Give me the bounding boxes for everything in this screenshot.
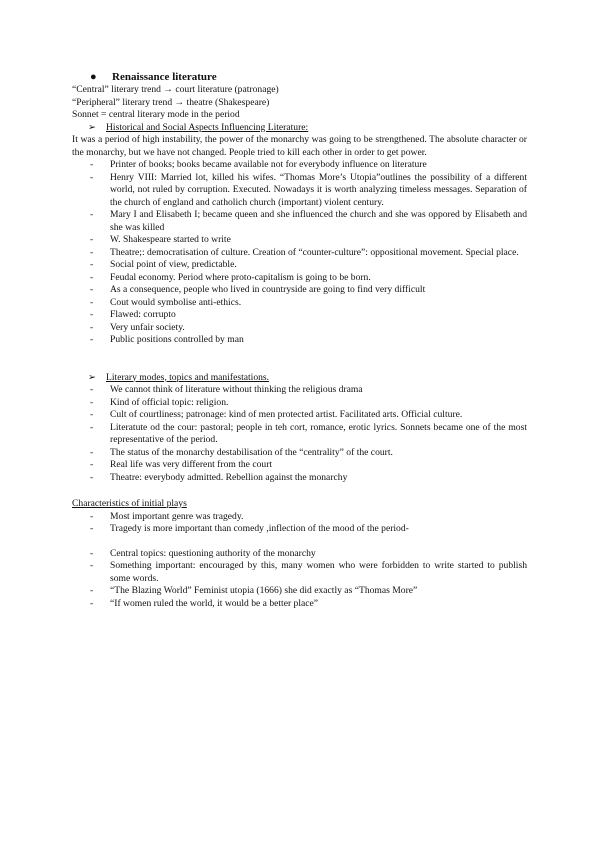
section-heading-text: Literary modes, topics and manifestations. xyxy=(106,371,270,383)
dash-icon: - xyxy=(90,384,94,395)
list-item: - “The Blazing World” Feminist utopia (1666) she did exactly as “Thomas More” xyxy=(90,585,418,596)
section-heading-literary-modes xyxy=(88,372,527,385)
section-heading-initial-plays: Characteristics of initial plays xyxy=(72,498,187,509)
list-item: - Something important: encouraged by this, many women who were forbidden to write started to publish some words. xyxy=(90,560,527,584)
dash-icon: - xyxy=(90,209,94,220)
dash-icon: - xyxy=(90,246,94,258)
list-item: - Real life was very different from the court xyxy=(90,459,273,470)
list-item: - Cult of courtliness; patronage: kind of men protected artist. Facilitated arts. Official culture. xyxy=(90,409,463,420)
list-item: - Kind of official topic: religion. xyxy=(90,396,229,408)
spacer xyxy=(72,347,527,372)
dash-icon: - xyxy=(90,560,94,571)
dash-icon: - xyxy=(90,334,94,345)
intro-line: “Central” literary trend → court literature (patronage) xyxy=(72,84,279,95)
dash-icon: - xyxy=(90,259,94,270)
section-paragraph: It was a period of high instability, the power of the monarchy was going to be strengthened. The absolute character or the monarchy, but we have not changed. People tried to kill each other in order to get power. xyxy=(72,134,527,158)
list-item: - Tragedy is more important than comedy ,inflection of the mood of the period- xyxy=(90,523,409,534)
initial-plays-list-a xyxy=(72,511,527,536)
dash-icon: - xyxy=(90,421,94,433)
list-item: - Very unfair society. xyxy=(90,321,185,333)
dash-icon: - xyxy=(90,309,94,320)
list-item: - Literatute od the cour: pastoral; people in teh cort, romance, erotic lyrics. Sonnets became one of the most representative of the period. xyxy=(90,421,527,445)
dash-icon: - xyxy=(90,321,94,333)
list-item: - Theatre;: democratisation of culture. Creation of “counter-culture”: oppositional movement. Special place. xyxy=(90,246,519,258)
dash-icon: - xyxy=(90,471,94,483)
dash-icon: - xyxy=(90,396,94,408)
dash-icon: - xyxy=(90,409,94,420)
list-item: - Henry VIII: Married lot, killed his wifes. “Thomas More’s Utopia”outlines the possibility of a different world, not ruled by corruption. Executed. Nowadays it is worth analyzing timeless messages. Separation of the church of england and catholich church (important) violent century. xyxy=(90,171,527,208)
page-title xyxy=(90,70,527,84)
list-item: - Social point of view, predictable. xyxy=(90,259,237,270)
intro-block xyxy=(72,84,527,122)
title-text: Renaissance literature xyxy=(112,71,217,83)
section-heading-historical xyxy=(88,122,527,135)
dash-icon: - xyxy=(90,159,94,170)
arrow-bullet-icon: ➢ xyxy=(88,371,97,383)
dash-icon: - xyxy=(90,523,94,534)
list-item: - Flawed: corrupto xyxy=(90,309,176,320)
spacer xyxy=(72,484,527,498)
list-item: - Cout would symbolise anti-ethics. xyxy=(90,296,242,308)
spacer xyxy=(72,536,527,548)
list-item: - Theatre: everybody admitted. Rebellion against the monarchy xyxy=(90,471,348,483)
literary-modes-list xyxy=(72,384,527,484)
list-item: - Central topics: questioning authority of the monarchy xyxy=(90,547,316,559)
list-item: - Most important genre was tragedy. xyxy=(90,510,244,522)
dash-icon: - xyxy=(90,585,94,596)
dash-icon: - xyxy=(90,547,94,559)
dash-icon: - xyxy=(90,284,94,295)
bullet-icon: ● xyxy=(90,71,97,83)
dash-icon: - xyxy=(90,459,94,470)
intro-line: “Peripheral” literary trend → theatre (Shakespeare) xyxy=(72,96,270,108)
initial-plays-list-b xyxy=(72,548,527,611)
list-item: - W. Shakespeare started to write xyxy=(90,234,231,245)
intro-line: Sonnet = central literary mode in the period xyxy=(72,109,240,120)
dash-icon: - xyxy=(90,171,94,183)
list-item: - Printer of books; books became available not for everybody influence on literature xyxy=(90,159,427,170)
arrow-bullet-icon: ➢ xyxy=(88,121,97,133)
section-heading-text: Historical and Social Aspects Influencing Literature: xyxy=(106,121,309,133)
list-item: - Public positions controlled by man xyxy=(90,334,244,345)
list-item: - We cannot think of literature without thinking the religious drama xyxy=(90,384,363,395)
dash-icon: - xyxy=(90,510,94,522)
historical-list xyxy=(72,159,527,347)
dash-icon: - xyxy=(90,234,94,245)
list-item: - “If women ruled the world, it would be a better place” xyxy=(90,597,319,609)
dash-icon: - xyxy=(90,597,94,609)
list-item: - As a consequence, people who lived in countryside are going to find very difficult xyxy=(90,284,426,295)
dash-icon: - xyxy=(90,271,94,283)
list-item: - Mary I and Elisabeth I; became queen and she influenced the church and she was oppored by Elisabeth and she was killed xyxy=(90,209,527,233)
dash-icon: - xyxy=(90,446,94,458)
list-item: - Feudal economy. Period where proto-capitalism is going to be born. xyxy=(90,271,371,283)
list-item: - The status of the monarchy destabilisation of the “centrality” of the court. xyxy=(90,446,393,458)
page-content xyxy=(72,70,527,610)
dash-icon: - xyxy=(90,296,94,308)
